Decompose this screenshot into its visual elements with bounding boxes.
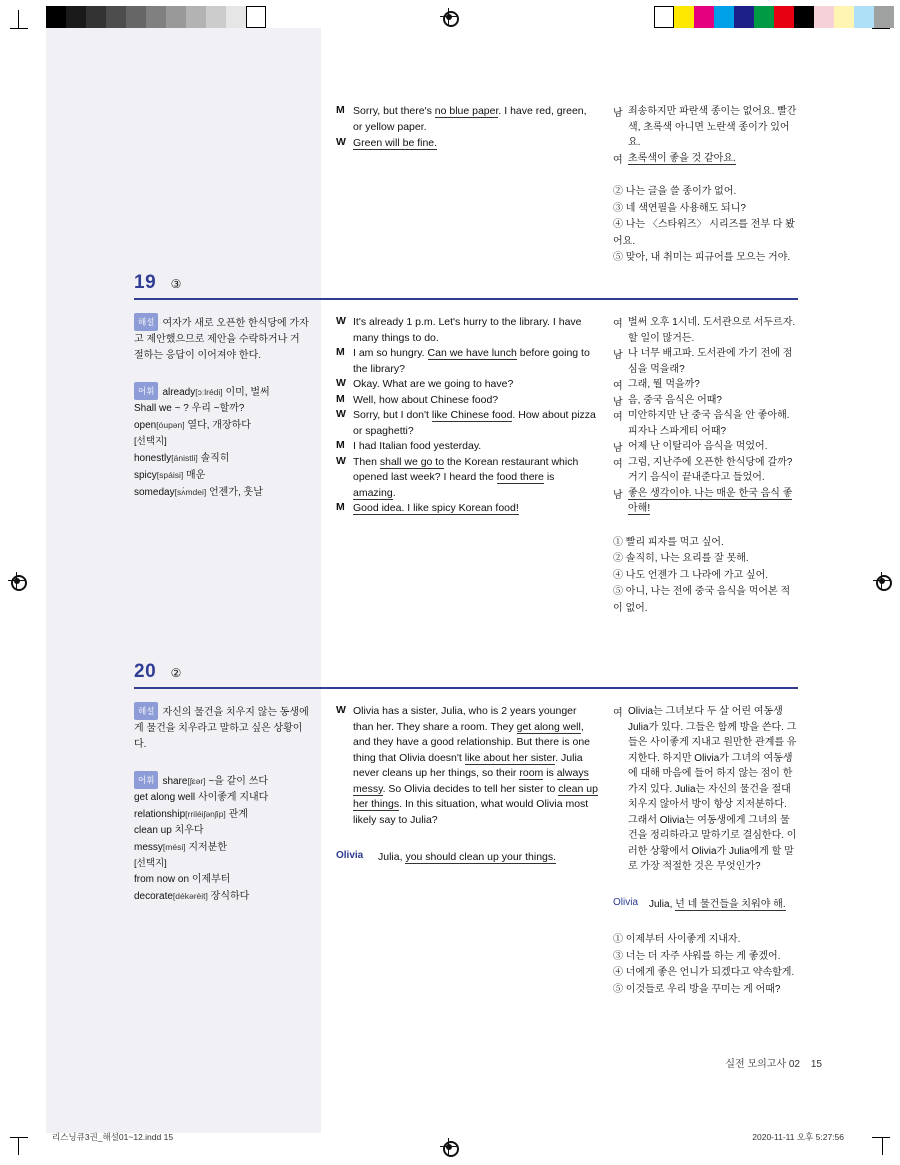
choice-item: ⑤ 맞아, 내 취미는 피규어를 모으는 거야.	[613, 252, 791, 263]
answer-sentence-line	[336, 850, 598, 866]
choice-item: ③ 네 색연필을 사용해도 되니?	[613, 202, 746, 214]
speaker-label: 여	[613, 154, 623, 166]
vocab-meaning: 매운	[186, 470, 206, 481]
speaker-label: 남	[613, 108, 623, 119]
q19-script-column	[336, 315, 598, 517]
q20-rule	[134, 687, 798, 689]
speaker-label: W	[336, 136, 346, 148]
explanation-text: 여자가 새로 오픈한 한식당에 가자고 제안했으므로 제안을 수락하거나 거절하는 응답이 이어져야 한다.	[134, 318, 309, 361]
script-line	[336, 393, 598, 409]
vocab-meaning: 장식하다	[210, 891, 250, 902]
q19-header	[134, 272, 181, 294]
speaker-label: W	[336, 377, 346, 389]
vocab-block	[134, 771, 309, 905]
choice-item: ③ 너는 더 자주 샤워를 하는 게 좋겠어.	[613, 950, 781, 962]
script-line	[336, 408, 598, 439]
vocab-word: already	[162, 387, 196, 398]
translation-text: Olivia는 그녀보다 두 살 어린 여동생 Julia가 있다. 그들은 함께 방을 쓴다. 그들은 사이좋게 지내고 원만한 관계를 유지한다. 하지만 Olivia가 그녀의 여동생에 대해 마음에 들어 하지 않는 점이 한 가지 있다. Julia는 자신의 물건을 절대 치우지 않아서 방이 항상 지저분하다. 그래서 Olivia는 여동생에게 그녀의 물건을 정리하라고 말하기로 결심한다. 이러한 상황에서 Olivia가 Julia에게 할 말로 가장 적절한 것은 무엇인가?	[628, 706, 797, 872]
speaker-label: W	[336, 454, 346, 467]
section-footer: 실전 모의고사 02	[725, 1059, 800, 1070]
q20-script-column	[336, 704, 598, 866]
script-line	[336, 704, 598, 828]
script-line	[336, 315, 598, 346]
vocab-meaning: 지저분한	[188, 842, 227, 853]
vocab-word: honestly	[134, 453, 172, 464]
vocab-phonetic: [spáisi]	[156, 470, 184, 480]
script-text: Green will be fine.	[353, 137, 438, 149]
vocab-entry	[134, 450, 309, 467]
speaker-label: M	[336, 346, 345, 358]
crop-mark-left	[18, 10, 19, 28]
crop-mark-bottom-right	[872, 1137, 890, 1138]
vocab-entry	[134, 823, 309, 839]
choice-item: ④ 나도 언젠가 그 나라에 가고 싶어.	[613, 569, 769, 581]
vocab-meaning: 열다, 개장하다	[187, 420, 251, 431]
choice-item: ⑤ 이것들로 우리 방을 꾸미는 게 어때?	[613, 983, 781, 995]
speaker-label: M	[336, 439, 345, 451]
script-line	[336, 455, 598, 502]
vocab-meaning: 이제부터	[191, 874, 231, 885]
script-text: Well, how about Chinese food?	[353, 393, 499, 406]
script-line	[336, 377, 598, 393]
speaker-label: W	[336, 704, 346, 716]
cmyk-color-bar	[654, 6, 894, 28]
speaker-label: 여	[613, 412, 623, 423]
q20-choices	[613, 932, 798, 998]
explanation-tag: 해설	[134, 313, 158, 331]
script-text: Then shall we go to the Korean restaurant which opened last week? I heard the food there is amazing.	[353, 455, 579, 499]
vocab-meaning: 이미, 벌써	[225, 387, 270, 398]
translation-text: 좋은 생각이야. 나는 매운 한국 음식 좋아해!	[628, 487, 793, 514]
translation-line	[613, 346, 798, 377]
vocab-phonetic: [ʃɛər]	[187, 776, 206, 786]
translation-text: 벌써 오후 1시네. 도서관으로 서두르자. 할 일이 많거든.	[628, 317, 796, 344]
speaker-label: 여	[613, 319, 623, 330]
translation-text: 초록색이 좋을 것 같아요.	[628, 152, 736, 164]
vocab-phonetic: [ɔːlrédi]	[195, 387, 223, 397]
crop-mark-bottom-left	[10, 1137, 28, 1138]
script-line	[336, 104, 598, 135]
speaker-label: Olivia	[613, 896, 639, 908]
vocab-entry	[134, 872, 309, 888]
question-answer: ③	[170, 277, 182, 291]
translation-line	[613, 486, 798, 517]
vocab-word: messy	[134, 842, 163, 853]
registration-mark-bottom	[440, 1138, 458, 1156]
vocab-tag: 어휘	[134, 382, 158, 400]
vocab-word: share	[162, 776, 188, 787]
registration-mark-top	[440, 8, 458, 26]
explanation-block	[134, 313, 309, 364]
choice-vocab-heading: [선택지]	[134, 858, 167, 869]
q18-script-column	[336, 104, 598, 152]
speaker-label: 여	[613, 708, 623, 719]
choice-item: ② 솔직히, 나는 요리를 잘 못해.	[613, 553, 749, 564]
translation-line	[613, 393, 798, 409]
script-text: Okay. What are we going to have?	[353, 378, 514, 390]
vocab-meaning: 사이좋게 지내다	[197, 792, 269, 803]
script-line	[336, 346, 598, 377]
q20-header	[134, 661, 181, 683]
vocab-meaning: 우리 ~할까?	[191, 403, 245, 414]
q19-sidebar	[134, 313, 309, 501]
indd-filename: 리스닝큐3권_해설01~12.indd 15	[52, 1132, 174, 1142]
sidebar-background	[46, 28, 321, 1133]
script-text: Sorry, but there's no blue paper. I have red, green, or yellow paper.	[353, 105, 587, 133]
answer-sentence-text: Julia, you should clean up your things.	[378, 851, 557, 863]
vocab-meaning: ~을 같이 쓰다	[208, 776, 269, 787]
answer-sentence-text-ko: Julia, 넌 네 물건들을 치워야 해.	[649, 898, 786, 910]
explanation-text: 자신의 물건을 치우지 않는 동생에게 물건을 치우라고 말하고 싶은 상황이다.	[134, 707, 309, 750]
speaker-label: 남	[613, 489, 623, 501]
vocab-meaning: 관계	[228, 809, 248, 820]
choice-item: ② 나는 글을 쓸 종이가 없어.	[613, 186, 737, 197]
vocab-meaning: 치우다	[174, 825, 204, 836]
vocab-phonetic: [óupən]	[156, 420, 185, 430]
vocab-word: decorate	[134, 891, 173, 902]
vocab-entry	[134, 401, 309, 417]
translation-line	[613, 455, 798, 486]
vocab-word: Shall we ~ ?	[134, 403, 189, 414]
speaker-label: 남	[613, 443, 623, 454]
choice-item: ① 이제부터 사이좋게 지내자.	[613, 934, 741, 945]
vocab-word: spicy	[134, 470, 157, 481]
translation-line	[613, 315, 798, 346]
choice-item: ④ 너에게 좋은 언니가 되겠다고 약속할게.	[613, 967, 795, 978]
choice-item: ⑤ 아니, 나는 전에 중국 음식을 먹어본 적이 없어.	[613, 586, 791, 614]
translation-text: 미안하지만 난 중국 음식을 안 좋아해. 피자나 스파게티 어때?	[628, 410, 790, 437]
vocab-phonetic: [dékərèit]	[172, 891, 208, 901]
speaker-label: 여	[613, 381, 623, 392]
vocab-block	[134, 382, 309, 501]
explanation-tag: 해설	[134, 702, 158, 720]
registration-mark-left	[8, 572, 26, 590]
vocab-tag: 어휘	[134, 771, 158, 789]
grayscale-color-bar	[46, 6, 266, 28]
print-timestamp: 2020-11-11 오후 5:27:56	[752, 1132, 844, 1142]
translation-line	[613, 439, 798, 455]
question-answer: ②	[170, 666, 182, 680]
script-line	[336, 439, 598, 455]
vocab-entry	[134, 417, 309, 434]
translation-text: 어제 난 이탈리아 음식을 먹었어.	[628, 441, 768, 452]
question-number: 19	[134, 272, 157, 293]
page-number: 15	[810, 1059, 822, 1070]
vocab-entry	[134, 806, 309, 823]
vocab-word: open	[134, 420, 157, 431]
translation-line	[613, 408, 798, 439]
crop-mark-right-h	[872, 28, 890, 29]
script-text: I am so hungry. Can we have lunch before going to the library?	[353, 347, 590, 375]
choice-vocab-heading: [선택지]	[134, 436, 167, 447]
vocab-meaning: 언젠가, 훗날	[209, 487, 263, 498]
vocab-word: clean up	[134, 825, 172, 836]
crop-mark-left-h	[10, 28, 28, 29]
script-line	[336, 501, 598, 517]
script-text: Good idea. I like spicy Korean food!	[353, 502, 519, 514]
q18-choices	[613, 184, 798, 267]
script-text: Sorry, but I don't like Chinese food. How about pizza or spaghetti?	[353, 409, 596, 437]
translation-text: 그럼, 지난주에 오픈한 한식당에 갈까? 거기 음식이 끝내준다고 들었어.	[628, 456, 793, 483]
choice-item: ④ 나는 〈스타워즈〉 시리즈를 전부 다 봤어요.	[613, 219, 795, 247]
vocab-entry	[134, 839, 309, 856]
vocab-word: from now on	[134, 874, 190, 885]
speaker-label: M	[336, 104, 345, 116]
crop-mark-bottom-right-v	[882, 1137, 883, 1155]
choice-item: ① 빨리 피자를 먹고 싶어.	[613, 536, 724, 548]
q19-choices	[613, 535, 798, 618]
vocab-word: someday	[134, 487, 175, 498]
q19-translation-column	[613, 315, 798, 617]
speaker-label: 남	[613, 396, 623, 408]
vocab-word: relationship	[134, 809, 186, 820]
script-line	[336, 136, 598, 152]
speaker-label: 남	[613, 350, 623, 361]
translation-text: 음, 중국 음식은 어때?	[628, 394, 722, 406]
vocab-entry	[134, 467, 309, 484]
vocab-entry	[134, 484, 309, 501]
vocab-entry	[134, 790, 309, 806]
speaker-label: Olivia	[336, 850, 364, 861]
vocab-phonetic: [mési]	[162, 842, 186, 852]
translation-line	[613, 151, 798, 167]
speaker-label: M	[336, 501, 345, 513]
script-text: It's already 1 p.m. Let's hurry to the library. I have many things to do.	[353, 316, 582, 344]
translation-text: 나 너무 배고파. 도서관에 가기 전에 점심을 먹을래?	[628, 348, 793, 375]
crop-mark-bottom-left-v	[18, 1137, 19, 1155]
translation-line	[613, 377, 798, 393]
vocab-phonetic: [sʌ́mdei]	[174, 487, 207, 497]
q19-rule	[134, 298, 798, 300]
script-text: Olivia has a sister, Julia, who is 2 years younger than her. They share a room. They get along well, and they have a good relationship. But there is one thing that Olivia doesn't like about her sister. Julia never cleans up her things, so their room is always messy. So Olivia decides to tell her sister to clean up her things. In this situation, what would Olivia most likely say to Julia?	[353, 705, 598, 826]
translation-line	[613, 704, 798, 875]
q20-sidebar	[134, 702, 309, 905]
speaker-label: 여	[613, 458, 623, 470]
question-number: 20	[134, 661, 157, 682]
explanation-block	[134, 702, 309, 753]
vocab-entry	[134, 888, 309, 905]
vocab-word: get along well	[134, 792, 196, 803]
q18-translation-column	[613, 104, 798, 267]
speaker-label: M	[336, 392, 345, 405]
speaker-label: W	[336, 315, 346, 327]
answer-sentence-line-ko	[613, 897, 798, 913]
translation-line	[613, 104, 798, 151]
q20-translation-column	[613, 704, 798, 998]
vocab-meaning: 솔직히	[200, 453, 230, 464]
vocab-phonetic: [rriléiʃənʃip]	[185, 809, 226, 819]
translation-text: 죄송하지만 파란색 종이는 없어요. 빨간색, 초록색 아니면 노란색 종이가 있어요.	[628, 106, 797, 148]
registration-mark-right	[873, 572, 891, 590]
vocab-phonetic: [ánistli]	[171, 453, 198, 463]
translation-text: 그래, 뭘 먹을까?	[628, 379, 700, 390]
script-text: I had Italian food yesterday.	[353, 440, 482, 452]
speaker-label: W	[336, 408, 346, 420]
